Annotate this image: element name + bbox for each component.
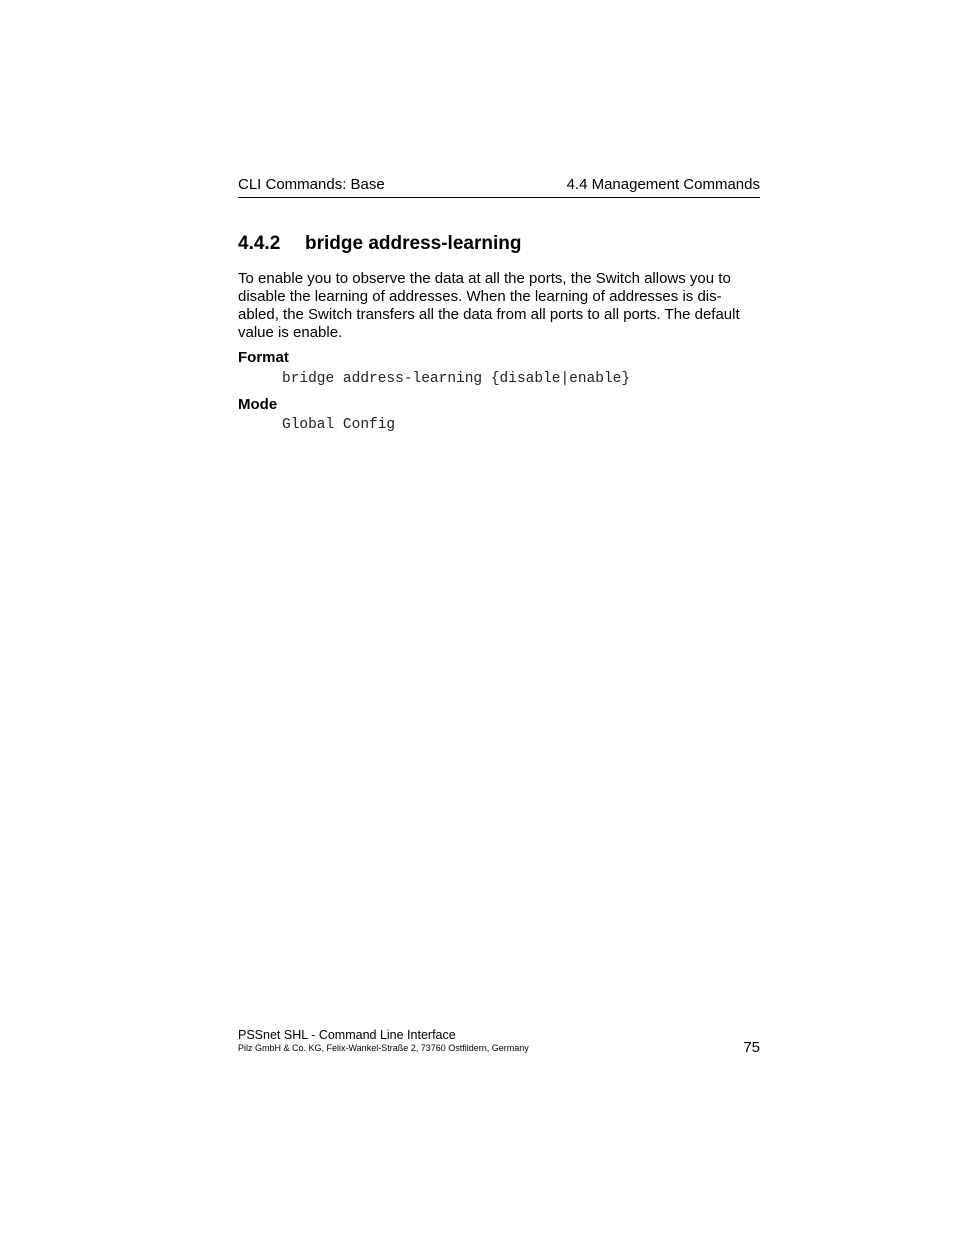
footer-document-title: PSSnet SHL - Command Line Interface: [238, 1028, 456, 1042]
footer-address: Pilz GmbH & Co. KG, Felix-Wankel-Straße 2, 73760 Ostfildern, Germany: [238, 1043, 529, 1053]
description-line: disable the learning of addresses. When the learning of addresses is dis-: [238, 288, 722, 305]
mode-code: Global Config: [282, 417, 396, 433]
description-line: value is enable.: [238, 324, 343, 341]
mode-label: Mode: [238, 396, 278, 413]
description-line: To enable you to observe the data at all the ports, the Switch allows you to: [238, 270, 731, 287]
format-label: Format: [238, 349, 289, 366]
section-title: [238, 233, 521, 255]
section-title-text: bridge address-learning: [305, 233, 522, 254]
format-code: bridge address-learning {disable|enable}: [282, 371, 631, 387]
page-number: 75: [743, 1039, 760, 1056]
header-chapter: CLI Commands: Base: [238, 176, 385, 193]
description-paragraph: [238, 270, 760, 342]
section-number: 4.4.2: [238, 233, 281, 254]
description-line: abled, the Switch transfers all the data from all ports to all ports. The default: [238, 306, 740, 323]
page-header: [238, 175, 760, 198]
header-section: 4.4 Management Commands: [566, 176, 760, 193]
